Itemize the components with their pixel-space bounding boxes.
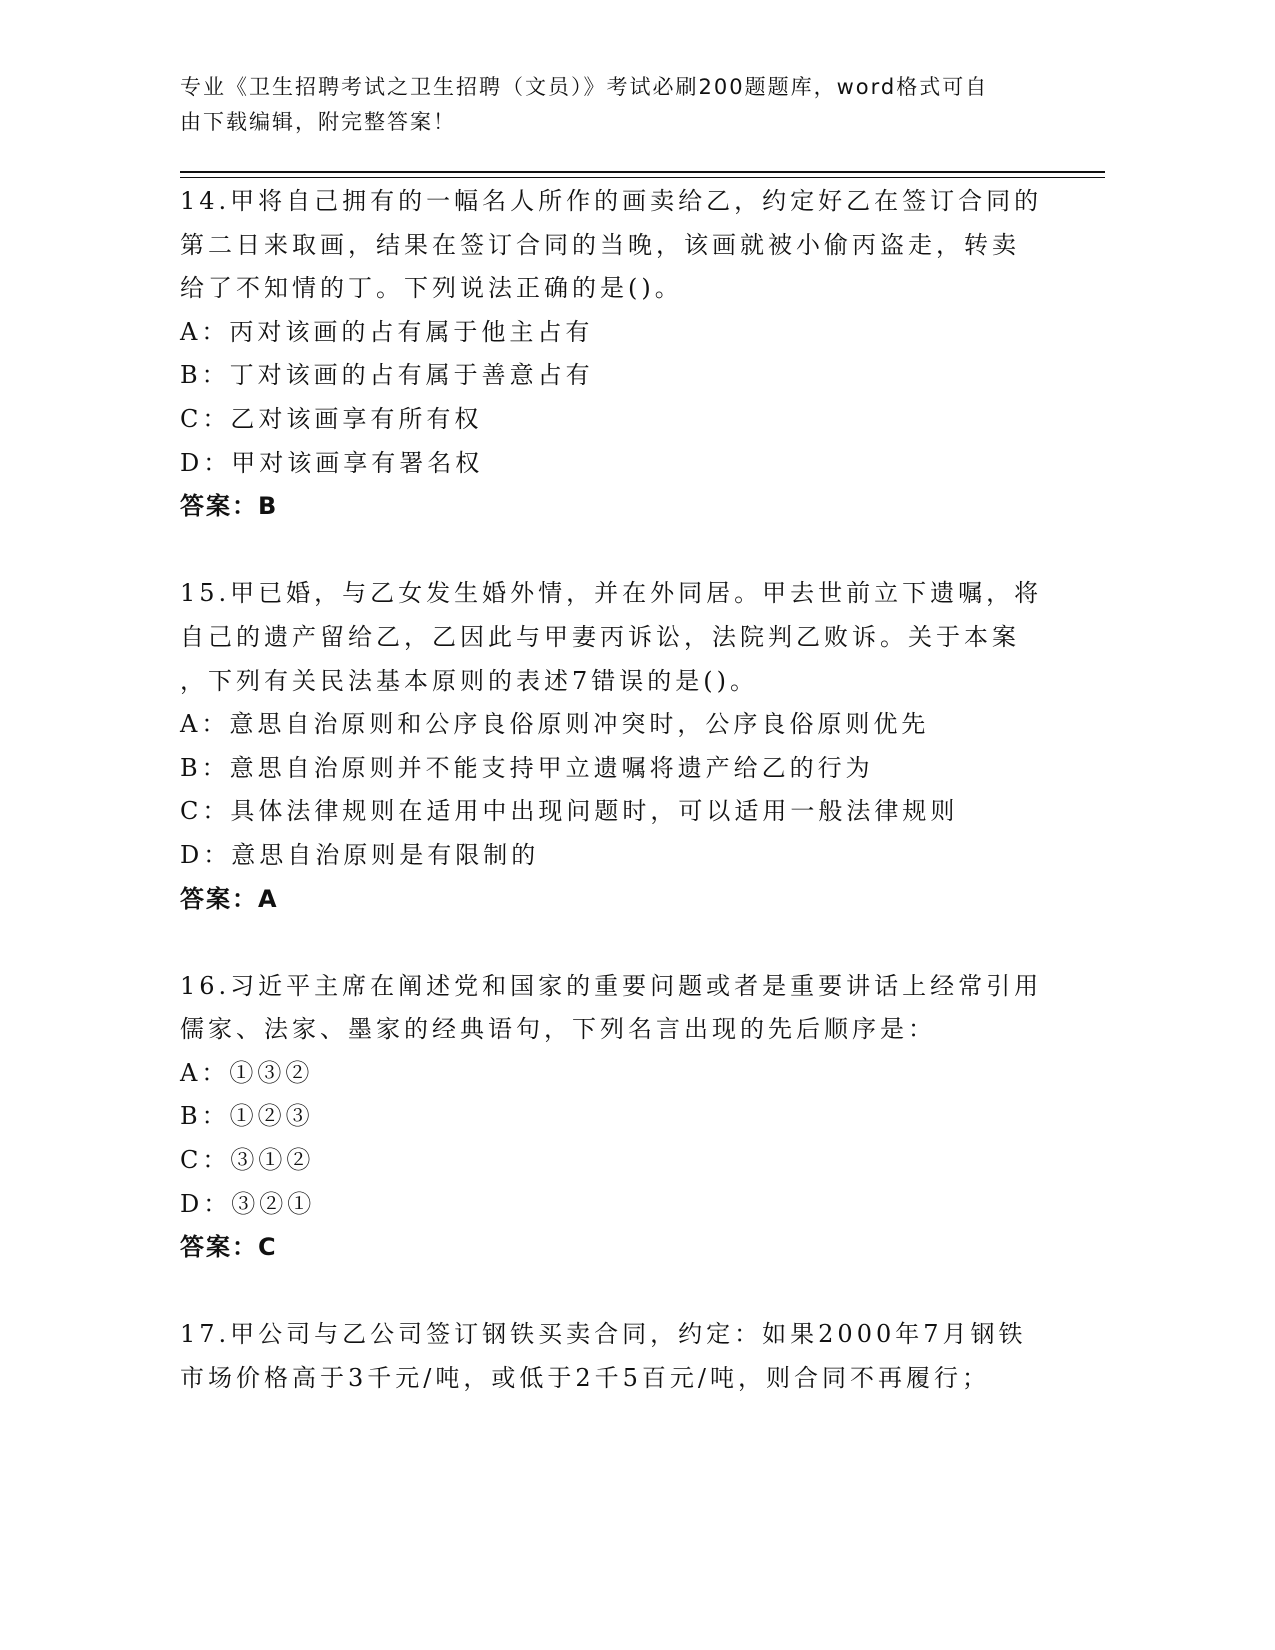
question-block (180, 965, 1080, 1270)
question-text-line: 第二日来取画，结果在签订合同的当晚，该画就被小偷丙盗走，转卖 (180, 230, 1020, 259)
answer-option: A：①③② (180, 1058, 314, 1087)
question-text-line: 15.甲已婚，与乙女发生婚外情，并在外同居。甲去世前立下遗嘱，将 (180, 579, 1043, 608)
question-text-line: 17.甲公司与乙公司签订钢铁买卖合同，约定：如果2000年7月钢铁 (180, 1320, 1027, 1349)
question-text-line: 市场价格高于3千元/吨，或低于2千5百元/吨，则合同不再履行； (180, 1364, 990, 1393)
question-list (180, 180, 1080, 1444)
answer-option: A：丙对该画的占有属于他主占有 (180, 317, 594, 346)
header-divider-thin (180, 177, 1105, 178)
question-text-line: 自己的遗产留给乙，乙因此与甲妻丙诉讼，法院判乙败诉。关于本案 (180, 622, 1020, 651)
header-line: 专业《卫生招聘考试之卫生招聘（文员）》考试必刷200题题库，word格式可自 (180, 75, 989, 99)
answer-option: C：乙对该画享有所有权 (180, 404, 483, 433)
header-divider-thick (180, 171, 1105, 173)
answer-key: 答案：B (180, 492, 279, 521)
question-block (180, 180, 1080, 529)
question-block (180, 572, 1080, 921)
answer-key: 答案：A (180, 884, 279, 913)
document-header (180, 70, 1040, 140)
question-block (180, 1313, 1080, 1400)
answer-option: A：意思自治原则和公序良俗原则冲突时，公序良俗原则优先 (180, 710, 930, 739)
question-text-line: 儒家、法家、墨家的经典语句，下列名言出现的先后顺序是： (180, 1015, 936, 1044)
header-line: 由下载编辑，附完整答案！ (180, 110, 456, 134)
question-text-line: 给了不知情的丁。下列说法正确的是()。 (180, 274, 683, 303)
answer-option: B：①②③ (180, 1102, 314, 1131)
question-text-line: 16.习近平主席在阐述党和国家的重要问题或者是重要讲话上经常引用 (180, 971, 1043, 1000)
answer-option: D：③②① (180, 1189, 316, 1218)
question-text-line: ，下列有关民法基本原则的表述7错误的是()。 (180, 666, 758, 695)
answer-option: D：甲对该画享有署名权 (180, 448, 484, 477)
answer-option: D：意思自治原则是有限制的 (180, 840, 540, 869)
answer-option: C：③①② (180, 1146, 315, 1175)
answer-option: B：意思自治原则并不能支持甲立遗嘱将遗产给乙的行为 (180, 753, 874, 782)
answer-option: B：丁对该画的占有属于善意占有 (180, 361, 594, 390)
answer-key: 答案：C (180, 1233, 278, 1262)
question-text-line: 14.甲将自己拥有的一幅名人所作的画卖给乙，约定好乙在签订合同的 (180, 187, 1043, 215)
answer-option: C：具体法律规则在适用中出现问题时，可以适用一般法律规则 (180, 797, 959, 826)
